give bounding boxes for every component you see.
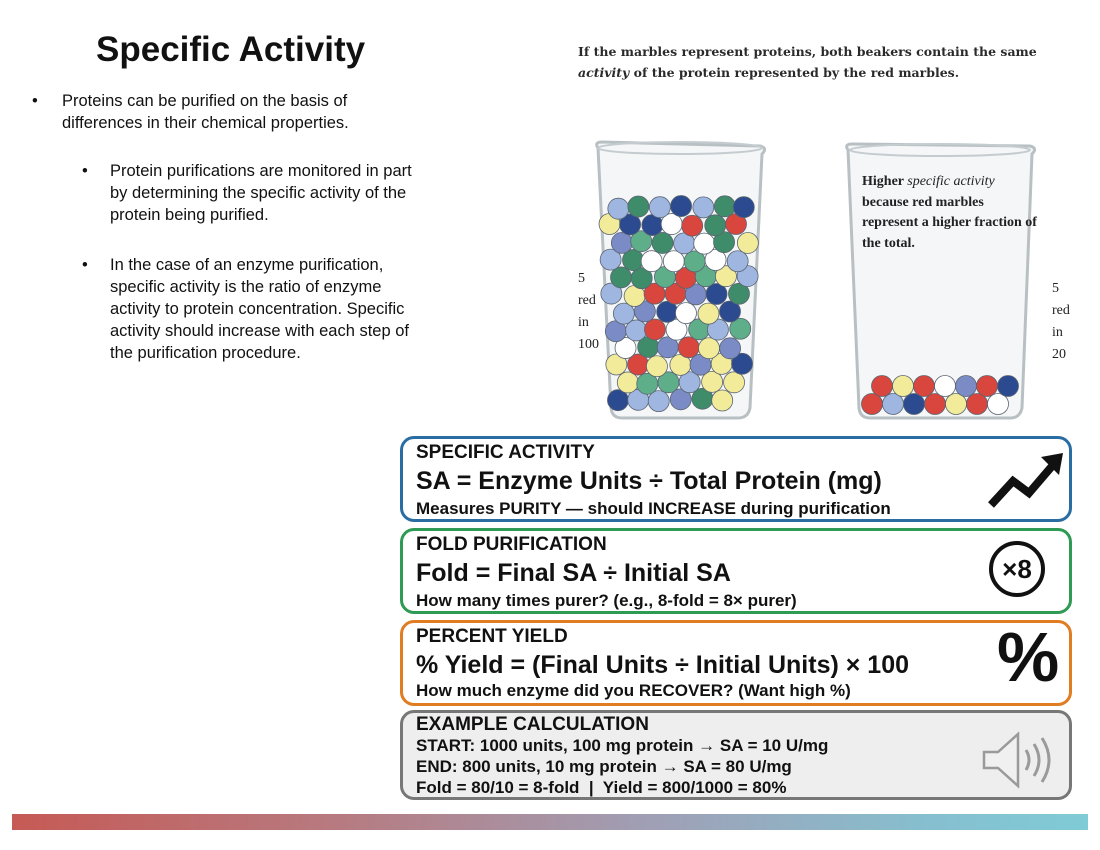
card-heading: PERCENT YIELD: [416, 626, 568, 647]
marble: [705, 215, 726, 236]
beaker-note: [862, 172, 1042, 254]
bullet-dot: •: [82, 162, 88, 180]
marble: [893, 376, 914, 397]
slide-title: Specific Activity: [96, 30, 366, 69]
marble: [967, 394, 988, 415]
bullet-item: [30, 254, 415, 364]
marble: [682, 215, 703, 236]
speaker-icon[interactable]: [980, 730, 1064, 790]
bullet-text: Proteins can be purified on the basis of differences in their chemical properties.: [62, 92, 349, 132]
marble: [712, 390, 733, 411]
marble: [611, 232, 632, 253]
marble: [914, 376, 935, 397]
marble: [617, 372, 638, 393]
example-line: END: 800 units, 10 mg protein → SA = 80 U/mg: [416, 757, 792, 776]
marble-pile-left: [599, 196, 758, 412]
label-line: red: [578, 293, 596, 308]
marble: [699, 338, 720, 359]
label-line: in: [1052, 325, 1063, 340]
marble: [714, 196, 735, 217]
marble: [946, 394, 967, 415]
caption-text-end: of the protein represented by the red marbles.: [629, 65, 960, 80]
caption-text: If the marbles represent proteins, both beakers contain the same: [578, 44, 1037, 59]
marble: [678, 337, 699, 358]
marble: [988, 394, 1009, 415]
marble: [628, 196, 649, 217]
figure-caption: [578, 41, 1068, 83]
label-line: 5: [578, 271, 585, 286]
marble: [935, 376, 956, 397]
marble: [694, 233, 715, 254]
marble: [652, 232, 673, 253]
marble: [925, 394, 946, 415]
fold-x8-icon: ×8: [989, 541, 1045, 597]
marble: [720, 338, 741, 359]
marble: [608, 198, 629, 219]
caption-emphasis: activity: [578, 65, 630, 80]
card-subtext: Measures PURITY — should INCREASE during purification: [416, 499, 891, 518]
label-line: 20: [1052, 347, 1066, 362]
percent-yield-card: [400, 620, 1072, 706]
bullet-text: In the case of an enzyme purification, specific activity is the ratio of enzyme activity to protein concentration. Specific activity should increase with each step of the purification procedure.: [110, 256, 409, 362]
example-calculation-card: [400, 710, 1072, 800]
marble: [649, 197, 670, 218]
card-formula: Fold = Final SA ÷ Initial SA: [416, 559, 731, 587]
note-text: Higher: [862, 174, 908, 189]
marble: [862, 394, 883, 415]
marble: [872, 376, 893, 397]
marble: [698, 303, 719, 324]
specific-activity-card: [400, 436, 1072, 522]
bullet-dot: •: [82, 256, 88, 274]
label-line: 5: [1052, 281, 1059, 296]
bullet-text: Protein purifications are monitored in part by determining the specific activity of the protein being purified.: [110, 162, 412, 224]
right-beaker-label: [1052, 278, 1070, 366]
card-heading: EXAMPLE CALCULATION: [416, 714, 649, 735]
bullet-item: [30, 160, 415, 226]
marble: [641, 251, 662, 272]
trend-up-icon: [987, 451, 1067, 511]
marble: [663, 251, 684, 272]
label-line: red: [1052, 303, 1070, 318]
marble: [883, 394, 904, 415]
card-heading: SPECIFIC ACTIVITY: [416, 442, 595, 463]
footer-gradient-bar: [12, 814, 1088, 830]
card-formula: % Yield = (Final Units ÷ Initial Units) × 100: [416, 651, 910, 679]
card-heading: FOLD PURIFICATION: [416, 534, 607, 555]
label-line: in: [578, 315, 589, 330]
marble: [693, 197, 714, 218]
label-line: 100: [578, 337, 599, 352]
left-beaker: [590, 138, 770, 422]
marble-pile-right: [862, 376, 1019, 415]
marble: [998, 376, 1019, 397]
marble: [956, 376, 977, 397]
bullet-dot: •: [32, 92, 38, 110]
marble: [904, 394, 925, 415]
marble: [671, 196, 692, 217]
marble: [646, 356, 667, 377]
bullet-list: [30, 90, 415, 364]
example-line: Fold = 80/10 = 8-fold | Yield = 800/1000 = 80%: [416, 778, 787, 797]
marble: [737, 232, 758, 253]
fold-purification-card: [400, 528, 1072, 614]
example-line: START: 1000 units, 100 mg protein → SA = 10 U/mg: [416, 736, 829, 755]
note-text-end: because red marbles represent a higher fraction of the total.: [862, 194, 1037, 251]
marble: [733, 197, 754, 218]
marble: [675, 303, 696, 324]
card-subtext: How much enzyme did you RECOVER? (Want high %): [416, 681, 851, 700]
marble: [727, 251, 748, 272]
marble: [977, 376, 998, 397]
card-subtext: How many times purer? (e.g., 8-fold = 8× purer): [416, 591, 797, 610]
marble: [644, 319, 665, 340]
left-beaker-label: [578, 268, 599, 356]
bullet-item: [30, 90, 415, 134]
card-formula: SA = Enzyme Units ÷ Total Protein (mg): [416, 467, 882, 495]
marble: [724, 372, 745, 393]
note-emphasis: specific activity: [907, 174, 995, 189]
percent-icon: %: [997, 618, 1060, 696]
